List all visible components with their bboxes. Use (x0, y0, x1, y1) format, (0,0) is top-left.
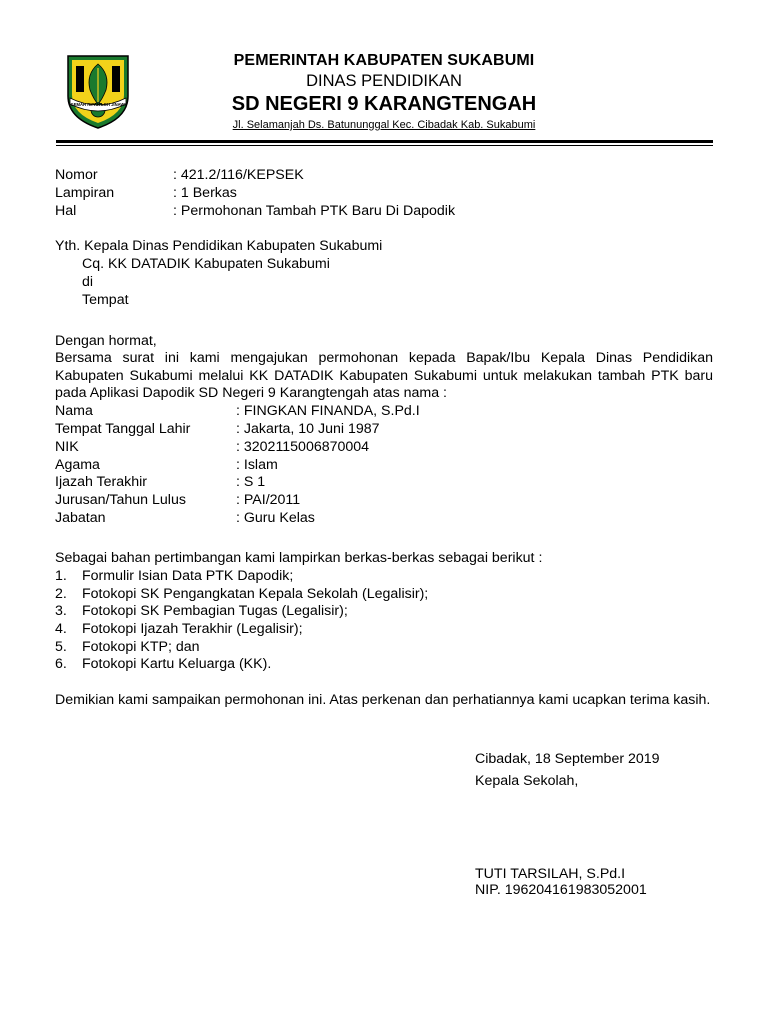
letterhead-divider-thin (56, 145, 713, 146)
letterhead-school: SD NEGERI 9 KARANGTENGAH (231, 93, 537, 115)
letterhead-government: PEMERINTAH KABUPATEN SUKABUMI (233, 52, 535, 69)
letterhead (150, 51, 618, 132)
list-item (55, 568, 293, 586)
detail-label: Tempat Tanggal Lahir (55, 421, 191, 437)
detail-row (55, 510, 315, 528)
list-text: Fotokopi SK Pembagian Tugas (Legalisir); (82, 603, 348, 619)
list-text: Formulir Isian Data PTK Dapodik; (82, 568, 294, 584)
meta-lampiran (55, 185, 237, 203)
detail-value: : Jakarta, 10 Juni 1987 (236, 421, 380, 437)
meta-hal (55, 203, 456, 221)
list-number: 1. (55, 568, 67, 584)
detail-row (55, 474, 266, 492)
detail-label: Jurusan/Tahun Lulus (55, 492, 186, 508)
list-text: Fotokopi SK Pengangkatan Kepala Sekolah (Legalisir); (82, 586, 429, 602)
list-number: 3. (55, 603, 67, 619)
detail-value: : S 1 (236, 474, 266, 490)
list-item (55, 586, 428, 604)
greeting: Dengan hormat, (55, 333, 157, 349)
detail-row (55, 403, 420, 421)
kabupaten-emblem-icon (60, 52, 136, 130)
detail-value: : 3202115006870004 (236, 439, 370, 455)
meta-nomor (55, 167, 304, 185)
letterhead-divider (56, 140, 713, 143)
list-number: 2. (55, 586, 67, 602)
emblem-motto: GEMAH RIPAH LOH JINAWI (70, 102, 126, 107)
closing-sentence: Demikian kami sampaikan permohonan ini. Atas perkenan dan perhatiannya kami ucapkan terima kasih. (55, 692, 711, 708)
list-number: 6. (55, 656, 67, 672)
list-number: 4. (55, 621, 67, 637)
list-text: Fotokopi Kartu Keluarga (KK). (82, 656, 272, 672)
meta-label: Hal (55, 203, 77, 219)
list-item (55, 603, 348, 621)
intro-paragraph: Bersama surat ini kami mengajukan permohonan kepada Bapak/Ibu Kepala Dinas Pendidikan Kabupaten Sukabumi melalui KK DATADIK Kabupaten Sukabumi untuk melakukan tambah PTK baru pada Aplikasi Dapodik SD Negeri 9 Karangtengah atas nama : (55, 350, 713, 402)
detail-value: : PAI/2011 (236, 492, 301, 508)
list-text: Fotokopi Ijazah Terakhir (Legalisir); (82, 621, 303, 637)
recipient-line: di (82, 274, 94, 290)
signature-nip: NIP. 196204161983052001 (475, 882, 647, 898)
detail-label: Nama (55, 403, 93, 419)
recipient-line: Yth. Kepala Dinas Pendidikan Kabupaten Sukabumi (55, 238, 383, 254)
detail-label: Jabatan (55, 510, 106, 526)
list-text: Fotokopi KTP; dan (82, 639, 200, 655)
detail-row (55, 492, 301, 510)
meta-value: : Permohonan Tambah PTK Baru Di Dapodik (173, 203, 456, 219)
meta-label: Lampiran (55, 185, 115, 201)
detail-row (55, 421, 380, 439)
letterhead-department: DINAS PENDIDIKAN (306, 72, 462, 90)
meta-value: : 1 Berkas (173, 185, 237, 201)
detail-row (55, 439, 370, 457)
list-item (55, 639, 200, 657)
detail-value: : Islam (236, 457, 278, 473)
detail-value: : FINGKAN FINANDA, S.Pd.I (236, 403, 420, 419)
list-item (55, 621, 303, 639)
attachments-intro: Sebagai bahan pertimbangan kami lampirkan berkas-berkas sebagai berikut : (55, 550, 543, 566)
detail-row (55, 457, 278, 475)
recipient-line: Cq. KK DATADIK Kabupaten Sukabumi (82, 256, 330, 272)
signature-position: Kepala Sekolah, (475, 773, 579, 789)
signature-name: TUTI TARSILAH, S.Pd.I (475, 866, 626, 882)
detail-label: NIK (55, 439, 79, 455)
meta-label: Nomor (55, 167, 98, 183)
list-number: 5. (55, 639, 67, 655)
detail-label: Agama (55, 457, 100, 473)
letterhead-address: Jl. Selamanjah Ds. Batununggal Kec. Cibadak Kab. Sukabumi (232, 119, 536, 131)
detail-value: : Guru Kelas (236, 510, 315, 526)
meta-value: : 421.2/116/KEPSEK (173, 167, 304, 183)
recipient-line: Tempat (82, 292, 129, 308)
signature-place-date: Cibadak, 18 September 2019 (475, 751, 660, 767)
detail-label: Ijazah Terakhir (55, 474, 148, 490)
list-item (55, 656, 271, 674)
